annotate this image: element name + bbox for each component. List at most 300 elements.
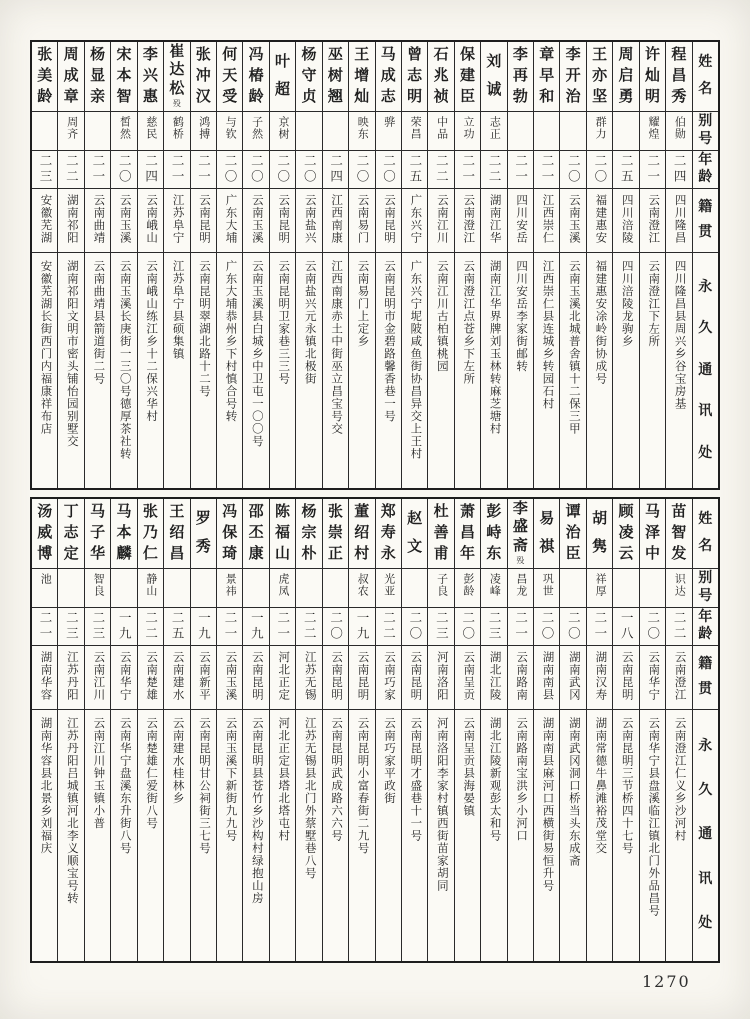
person-alias: 昌龙	[514, 573, 527, 597]
person-name-char: 章	[539, 47, 555, 63]
person-native: 云南易门	[356, 194, 369, 244]
person-alias-cell	[376, 112, 401, 151]
person-address: 四川安岳李家街邮转	[515, 260, 528, 373]
header-char: 号	[698, 131, 713, 147]
person-age-cell	[138, 151, 163, 189]
person-age-cell	[376, 608, 401, 646]
person-name-cell	[428, 499, 453, 569]
person-column	[295, 42, 321, 488]
person-age-cell	[164, 608, 189, 646]
person-name-cell	[613, 42, 638, 112]
person-name-char: 崇	[327, 525, 343, 541]
person-address: 云南楚雄仁爱街八号	[145, 717, 158, 830]
person-name-char: 李	[512, 47, 528, 63]
header-char: 通	[698, 362, 713, 378]
header-char: 名	[698, 539, 713, 555]
person-address-cell	[111, 253, 136, 488]
person-native: 湖南武冈	[567, 651, 580, 701]
header-name	[693, 499, 718, 569]
person-alias: 映东	[356, 116, 369, 140]
person-name-char: 宗	[301, 525, 317, 541]
person-age-cell	[508, 608, 533, 646]
person-column	[507, 499, 533, 961]
person-address: 江西崇仁县连城乡转园石村	[541, 260, 554, 410]
person-age-cell	[58, 151, 83, 189]
person-name-char: 萧	[459, 504, 475, 520]
header-char: 处	[698, 445, 713, 461]
person-address-cell	[296, 253, 321, 488]
person-age-cell	[191, 151, 216, 189]
person-name-cell	[349, 42, 374, 112]
person-name-cell	[58, 42, 83, 112]
person-address-cell	[164, 253, 189, 488]
person-alias-cell	[32, 112, 57, 151]
person-alias-cell	[191, 569, 216, 608]
person-alias: 志正	[488, 116, 501, 140]
header-alias	[693, 112, 718, 151]
person-alias: 立功	[461, 116, 474, 140]
person-native-cell	[508, 189, 533, 253]
person-address: 云南玉溪长庚街一三〇号德厚茶社转	[118, 260, 131, 460]
person-column	[32, 499, 57, 961]
person-name-cell	[191, 42, 216, 112]
person-age: 二一	[275, 611, 290, 642]
person-native-cell	[481, 646, 506, 710]
person-native-cell	[587, 189, 612, 253]
person-column	[401, 499, 427, 961]
person-alias: 与钦	[224, 116, 237, 140]
person-address: 云南昆明县苍竹乡沙构村绿抱山房	[250, 717, 263, 905]
person-address: 安徽芜湖长街西门内福康祥布店	[39, 260, 52, 435]
header-column	[692, 499, 718, 961]
person-age: 二二	[143, 611, 158, 642]
person-name-char: 麟	[116, 546, 132, 562]
person-name-char: 善	[433, 525, 449, 541]
person-alias: 子然	[250, 116, 263, 140]
person-address: 云南玉溪北城普舍镇十二保三甲	[567, 260, 580, 435]
person-age: 二一	[170, 154, 185, 185]
person-native-cell	[428, 189, 453, 253]
person-native: 云南昆明	[277, 194, 290, 244]
person-age-cell	[534, 151, 559, 189]
person-native-cell	[85, 189, 110, 253]
person-name-char: 马	[116, 504, 132, 520]
person-alias-cell	[111, 569, 136, 608]
person-name-char: 东	[486, 546, 502, 562]
person-address-cell	[191, 253, 216, 488]
person-alias-cell	[587, 569, 612, 608]
person-age: 二一	[592, 611, 607, 642]
person-native: 云南新平	[198, 651, 211, 701]
person-native: 云南玉溪	[224, 651, 237, 701]
person-name-char: 和	[539, 89, 555, 105]
person-address: 云南华宁县盘溪临江镇北门外品昌号	[647, 717, 660, 917]
person-name-char: 秀	[671, 89, 687, 105]
person-name-char: 谭	[565, 504, 581, 520]
person-name-cell	[376, 42, 401, 112]
person-name-char: 保	[222, 525, 238, 541]
person-age-cell	[349, 608, 374, 646]
person-name-cell	[323, 499, 348, 569]
person-address: 云南盐兴元永镇北极街	[303, 260, 316, 385]
person-alias: 鹤桥	[171, 116, 184, 140]
person-name-char: 美	[37, 68, 53, 84]
person-address: 湖南华容县北景乡刘福庆	[39, 717, 52, 855]
person-native: 江西崇仁	[541, 194, 554, 244]
person-age-cell	[270, 151, 295, 189]
person-native: 云南昆明	[409, 651, 422, 701]
person-name-char: 陈	[275, 504, 291, 520]
person-age-cell	[402, 151, 427, 189]
person-name-char: 盛	[512, 519, 528, 536]
person-native: 云南昆明	[250, 651, 263, 701]
person-native-cell	[191, 646, 216, 710]
person-column	[427, 499, 453, 961]
person-alias-cell	[164, 569, 189, 608]
person-native-cell	[560, 189, 585, 253]
person-age-cell	[428, 151, 453, 189]
person-alias-cell	[217, 569, 242, 608]
person-age-cell	[164, 151, 189, 189]
person-address: 广东大埔恭州乡下村慎合号转	[224, 260, 237, 423]
header-char: 年	[698, 610, 713, 625]
person-name-char: 汤	[37, 504, 53, 520]
person-name-char: 秀	[195, 539, 211, 555]
person-age-cell	[613, 608, 638, 646]
person-name-char: 宋	[116, 47, 132, 63]
person-age: 一九	[355, 611, 370, 642]
person-native: 云南澄江	[673, 651, 686, 701]
person-native: 云南华宁	[647, 651, 660, 701]
person-name-cell	[508, 42, 533, 112]
person-age-cell	[508, 151, 533, 189]
person-native: 云南昆明	[330, 651, 343, 701]
person-column	[480, 499, 506, 961]
person-name-cell	[455, 42, 480, 112]
person-age-cell	[402, 608, 427, 646]
person-address-cell	[376, 710, 401, 961]
person-native-cell	[217, 189, 242, 253]
person-address: 云南昆明小富春街二九号	[356, 717, 369, 855]
person-age-cell	[640, 608, 665, 646]
person-name-char: 昌	[671, 68, 687, 84]
person-native: 福建惠安	[594, 194, 607, 244]
person-alias-cell	[296, 112, 321, 151]
person-name-cell	[323, 42, 348, 112]
person-native-cell	[481, 189, 506, 253]
person-column	[586, 42, 612, 488]
person-alias-cell	[534, 569, 559, 608]
person-native: 云南建水	[171, 651, 184, 701]
person-alias: 中品	[435, 116, 448, 140]
person-name-char: 保	[459, 47, 475, 63]
person-name-char: 邵	[248, 504, 264, 520]
person-name-char: 治	[565, 525, 581, 541]
person-name-char: 年	[459, 546, 475, 562]
person-native-cell	[243, 646, 268, 710]
person-name-cell	[402, 42, 427, 112]
header-char: 讯	[698, 871, 713, 887]
person-native: 安徽芜湖	[39, 194, 52, 244]
person-name-char: 琦	[222, 546, 238, 562]
person-address: 江西南康赤土中街巫立昌宝号交	[330, 260, 343, 435]
header-char: 龄	[698, 170, 713, 185]
person-name-cell	[508, 499, 533, 569]
person-native: 云南楚雄	[145, 651, 158, 701]
person-alias: 叔农	[356, 573, 369, 597]
person-native: 云南华宁	[118, 651, 131, 701]
person-age: 二〇	[566, 154, 581, 185]
person-address: 云南澄江仁义乡沙河村	[673, 717, 686, 842]
person-name-cell	[481, 499, 506, 569]
person-address: 河北正定县塔北塔屯村	[277, 717, 290, 842]
person-age-cell	[534, 608, 559, 646]
person-native-cell	[164, 646, 189, 710]
person-address-cell	[428, 253, 453, 488]
person-address-cell	[666, 710, 691, 961]
header-char: 贯	[698, 225, 713, 241]
person-name-char: 丕	[248, 525, 264, 541]
person-address-cell	[323, 253, 348, 488]
person-name-char: 王	[354, 47, 370, 63]
person-column	[57, 42, 83, 488]
person-name-char: 冯	[248, 47, 264, 63]
person-name-cell	[270, 499, 295, 569]
person-column	[190, 499, 216, 961]
person-column	[163, 42, 189, 488]
person-column	[32, 42, 57, 488]
person-alias-cell	[481, 112, 506, 151]
person-name-char: 巫	[327, 47, 343, 63]
person-native: 四川隆昌	[673, 194, 686, 244]
person-address-cell	[587, 710, 612, 961]
person-column	[507, 42, 533, 488]
person-name-char: 超	[275, 82, 291, 98]
header-age	[693, 151, 718, 189]
person-alias: 周齐	[65, 116, 78, 140]
person-age-cell	[85, 151, 110, 189]
person-name-char: 灿	[354, 89, 370, 105]
person-native-cell	[138, 646, 163, 710]
person-alias: 骅	[382, 116, 395, 128]
person-address: 云南玉溪下新街九九号	[224, 717, 237, 842]
header-char: 久	[698, 321, 713, 336]
person-name-cell	[402, 499, 427, 569]
person-address-cell	[402, 253, 427, 488]
person-address-cell	[85, 710, 110, 961]
person-native-cell	[32, 646, 57, 710]
person-address: 四川隆昌县周兴乡谷宝房基	[673, 260, 686, 410]
person-name-cell	[455, 499, 480, 569]
person-name-cell	[32, 499, 57, 569]
person-address: 云南巧家平政街	[382, 717, 395, 805]
person-name-char: 子	[90, 525, 106, 541]
person-name-cell	[613, 499, 638, 569]
person-alias-cell	[402, 569, 427, 608]
person-name-char: 凌	[618, 525, 634, 541]
person-address: 湖南常德牛鼻滩裕茂堂交	[594, 717, 607, 855]
person-age-cell	[191, 608, 216, 646]
person-address-cell	[138, 253, 163, 488]
person-name-char: 隽	[592, 539, 608, 555]
person-name-char: 椿	[248, 68, 264, 84]
person-address: 福建惠安凃岭街协成号	[594, 260, 607, 385]
person-name-char: 建	[459, 68, 475, 84]
header-char: 处	[698, 915, 713, 931]
person-name-char: 智	[116, 89, 132, 105]
person-address-cell	[481, 253, 506, 488]
person-age: 一九	[196, 611, 211, 642]
person-name-char: 康	[248, 546, 264, 562]
person-native-cell	[402, 646, 427, 710]
person-alias: 皙然	[118, 116, 131, 140]
person-age-cell	[323, 151, 348, 189]
person-column	[322, 499, 348, 961]
person-native-cell	[666, 189, 691, 253]
header-name	[693, 42, 718, 112]
person-name-char: 丁	[63, 504, 79, 520]
person-name-char: 许	[644, 47, 660, 63]
person-name-char: 绍	[169, 525, 185, 541]
person-alias-cell	[111, 112, 136, 151]
person-name-char: 冲	[195, 68, 211, 84]
person-column	[454, 42, 480, 488]
person-name-char: 峙	[486, 525, 502, 541]
person-alias-cell	[191, 112, 216, 151]
person-name-cell	[560, 499, 585, 569]
header-char: 龄	[698, 627, 713, 642]
person-name-char: 斋	[512, 537, 528, 554]
person-age: 二〇	[328, 611, 343, 642]
person-age-cell	[243, 151, 268, 189]
person-native: 云南盐兴	[303, 194, 316, 244]
person-alias-cell	[508, 569, 533, 608]
person-age: 二一	[460, 154, 475, 185]
person-age: 二〇	[566, 611, 581, 642]
person-address-cell	[587, 253, 612, 488]
person-name-char: 明	[407, 89, 423, 105]
person-name-char: 勇	[618, 89, 634, 105]
person-name-char: 守	[301, 68, 317, 84]
person-age: 二〇	[275, 154, 290, 185]
person-address-cell	[402, 710, 427, 961]
person-alias-cell	[613, 112, 638, 151]
person-native-cell	[613, 189, 638, 253]
person-name-char: 增	[354, 68, 370, 84]
person-alias-cell	[428, 569, 453, 608]
person-native: 江苏丹阳	[65, 651, 78, 701]
person-native: 四川涪陵	[620, 194, 633, 244]
person-native-cell	[138, 189, 163, 253]
person-native: 云南昆明	[198, 194, 211, 244]
person-name-char: 祺	[539, 539, 555, 555]
person-address-cell	[32, 253, 57, 488]
person-alias: 慈民	[144, 116, 157, 140]
person-native-cell	[640, 646, 665, 710]
person-name-char: 彭	[486, 504, 502, 520]
person-native-cell	[587, 646, 612, 710]
person-name-cell	[164, 499, 189, 569]
person-address-cell	[376, 253, 401, 488]
person-native: 四川安岳	[515, 194, 528, 244]
person-native-cell	[243, 189, 268, 253]
person-age-cell	[32, 151, 57, 189]
person-age-cell	[666, 608, 691, 646]
person-age: 二〇	[407, 611, 422, 642]
person-native-cell	[191, 189, 216, 253]
person-name-char: 张	[37, 47, 53, 63]
person-column	[269, 42, 295, 488]
person-name-char: 祯	[433, 89, 449, 105]
person-native: 云南昆明	[620, 651, 633, 701]
person-name-cell	[243, 499, 268, 569]
person-name-char: 树	[327, 68, 343, 84]
person-name-cell	[640, 499, 665, 569]
person-age-cell	[428, 608, 453, 646]
person-address: 云南华宁盘溪东升街八号	[118, 717, 131, 855]
person-address: 云南澄江点苍乡下左所	[462, 260, 475, 385]
person-address-cell	[666, 253, 691, 488]
person-native-cell	[58, 646, 83, 710]
person-name-char: 福	[275, 525, 291, 541]
header-char: 讯	[698, 404, 713, 419]
person-native: 湖南华容	[39, 651, 52, 701]
person-name-char: 灿	[644, 68, 660, 84]
person-alias-cell	[243, 569, 268, 608]
header-native	[693, 189, 718, 253]
person-name-char: 赵	[407, 511, 423, 527]
person-native-cell	[349, 189, 374, 253]
person-age-cell	[296, 151, 321, 189]
person-name-char: 昌	[169, 546, 185, 562]
person-native: 云南呈贡	[462, 651, 475, 701]
header-char: 别	[698, 114, 713, 130]
person-column	[348, 42, 374, 488]
header-address	[693, 253, 718, 488]
person-name-cell	[481, 42, 506, 112]
header-char: 永	[698, 739, 713, 755]
person-age-cell	[613, 151, 638, 189]
person-alias-cell	[323, 569, 348, 608]
person-name-cell	[85, 42, 110, 112]
person-age: 二三	[434, 611, 449, 642]
person-alias-cell	[296, 569, 321, 608]
person-name-cell	[587, 499, 612, 569]
person-native-cell	[323, 646, 348, 710]
person-name-char: 甫	[433, 546, 449, 562]
person-address: 云南昆明翠湖北路十二号	[198, 260, 211, 398]
person-name-char: 臣	[565, 546, 581, 562]
person-name-char: 惠	[142, 89, 158, 105]
person-name-char: 崔	[169, 44, 185, 61]
person-native: 河北正定	[277, 651, 290, 701]
person-name-char: 天	[222, 68, 238, 84]
person-column	[612, 42, 638, 488]
person-name-char: 周	[618, 47, 634, 63]
person-address-cell	[270, 253, 295, 488]
person-alias: 荣昌	[409, 116, 422, 140]
person-age: 一八	[619, 611, 634, 642]
person-address: 江苏丹阳吕城镇河北李义顺宝号转	[65, 717, 78, 905]
person-alias-cell	[560, 569, 585, 608]
person-address: 四川涪陵龙驹乡	[620, 260, 633, 348]
person-column	[480, 42, 506, 488]
person-age: 二二	[302, 611, 317, 642]
person-native: 云南巧家	[382, 651, 395, 701]
person-address-cell	[613, 710, 638, 961]
person-address-cell	[138, 710, 163, 961]
person-age-cell	[85, 608, 110, 646]
